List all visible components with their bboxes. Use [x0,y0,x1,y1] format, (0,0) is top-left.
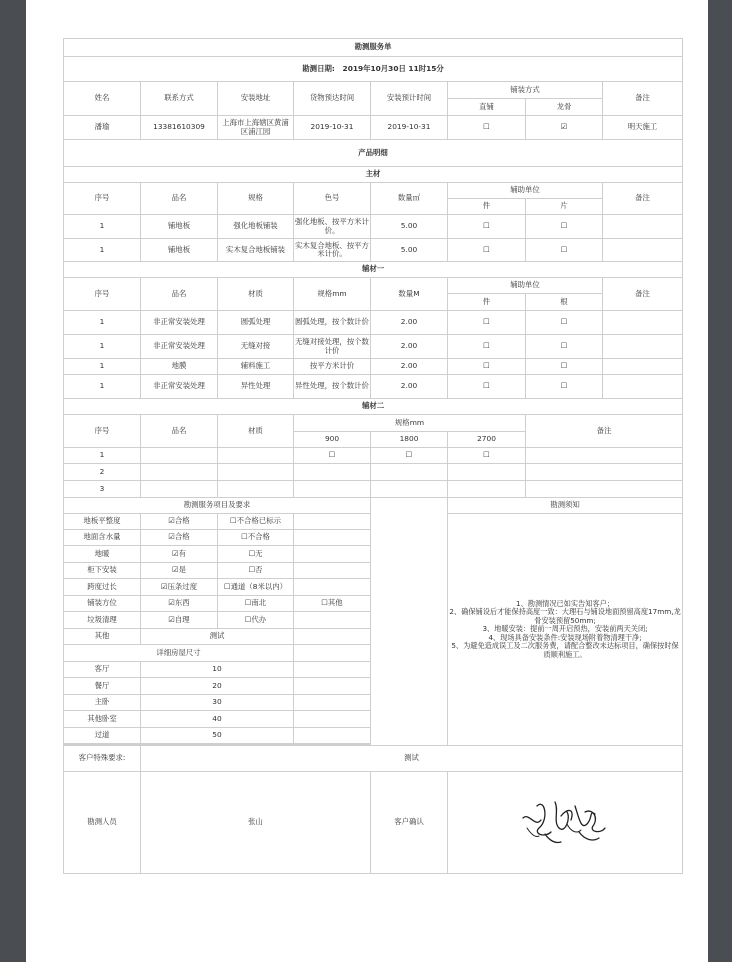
table-row [64,481,683,498]
row-note [603,335,683,359]
header-delivery: 货物预达时间 [294,82,371,116]
notice-item: 5、为避免造成误工及二次服务费，请配合整改未达标项目，确保按时保质顺利施工。 [451,641,679,659]
survey-date-label: 勘测日期: [302,63,335,73]
requirement-option-a[interactable]: ☑合格 [141,514,218,530]
row-2700 [448,481,526,498]
signature-box[interactable] [448,772,683,874]
requirement-option-c [294,546,371,563]
table-row [64,215,683,239]
row-name: 非正常安装处理 [141,311,218,335]
row-seq: 1 [64,375,141,399]
aux1-header-name: 品名 [141,278,218,311]
survey-date-value: 2019年10月30日 11时15分 [342,63,444,73]
aux2-header-material: 材质 [218,415,294,448]
room-value: 20 [141,678,294,695]
aux1-header-note: 备注 [603,278,683,311]
row-spec: 强化地板铺装 [218,215,294,239]
room-label: 餐厅 [64,678,141,695]
row-name: 铺地板 [141,215,218,239]
requirement-label: 地板平整度 [64,514,141,530]
row-seq: 3 [64,481,141,498]
row-unit2-checkbox[interactable]: ☐ [526,359,603,375]
mm-header-qty: 数量㎡ [371,183,448,215]
row-material: 异性处理 [218,375,294,399]
aux1-header-spec: 规格mm [294,278,371,311]
customer-address: 上海市上海辖区黄浦区浦江园 [218,116,294,140]
requirement-label: 柜下安装 [64,563,141,579]
row-color: 强化地板、按平方米计价。 [294,215,371,239]
form-title: 勘测服务单 [64,39,683,57]
aux2-header-900: 900 [294,432,371,448]
notice-title: 勘测须知 [448,498,683,514]
requirement-label: 地面含水量 [64,530,141,546]
customer-install: 2019-10-31 [371,116,448,140]
table-row [64,239,683,262]
row-unit2-checkbox[interactable]: ☐ [526,311,603,335]
requirement-label: 地暖 [64,546,141,563]
notice-item: 1、勘测情况已如实告知客户； [516,599,615,609]
row-note [526,464,683,481]
row-qty: 2.00 [371,335,448,359]
requirement-option-c [294,612,371,629]
survey-date-row [64,57,683,82]
mm-header-name: 品名 [141,183,218,215]
notice-item: 3、地暖安装：提前一周开启预热，安装前两天关闭; [482,624,648,634]
aux1-header-material: 材质 [218,278,294,311]
row-color: 实木复合地板、按平方米计价。 [294,239,371,262]
requirement-option-b[interactable]: ☐南北 [218,596,294,612]
aux1-header-unit2: 根 [526,294,603,311]
aux1-header-qty: 数量M [371,278,448,311]
row-1800 [371,464,448,481]
row-unit2-checkbox[interactable]: ☐ [526,335,603,359]
row-qty: 2.00 [371,311,448,335]
row-name: 非正常安装处理 [141,335,218,359]
row-900-checkbox[interactable]: ☐ [294,448,371,464]
requirement-option-c [294,530,371,546]
row-unit2-checkbox[interactable]: ☐ [526,215,603,239]
row-name: 铺地板 [141,239,218,262]
document-page [26,0,708,962]
product-detail-title: 产品明细 [64,140,683,167]
row-spec: 圆弧处理，按个数计价 [294,311,371,335]
room-label: 其他卧室 [64,711,141,728]
row-seq: 1 [64,215,141,239]
mm-header-seq: 序号 [64,183,141,215]
row-name [141,448,218,464]
header-keel: 龙骨 [526,99,603,116]
row-unit2-checkbox[interactable]: ☐ [526,239,603,262]
row-note [526,481,683,498]
keel-checkbox[interactable]: ☑ [526,116,603,140]
row-seq: 1 [64,311,141,335]
row-qty: 5.00 [371,215,448,239]
header-address: 安装地址 [218,82,294,116]
special-requirements-label: 客户特殊要求: [64,746,141,772]
requirement-option-c[interactable]: ☐其他 [294,596,371,612]
table-row [64,359,683,375]
requirement-other-label: 其他 [64,629,141,645]
requirement-option-a[interactable]: ☑是 [141,563,218,579]
row-unit1-checkbox[interactable]: ☐ [448,311,526,335]
room-sizes-title: 详细房屋尺寸 [64,645,294,662]
notice-content [448,514,683,746]
requirement-option-c [294,514,371,530]
aux2-header-note: 备注 [526,415,683,448]
customer-note: 明天施工 [603,116,683,140]
header-name: 姓名 [64,82,141,116]
requirement-option-a[interactable]: ☑东西 [141,596,218,612]
row-2700-checkbox[interactable]: ☐ [448,448,526,464]
requirement-option-a[interactable]: ☑合格 [141,530,218,546]
row-unit1-checkbox[interactable]: ☐ [448,375,526,399]
row-qty: 2.00 [371,375,448,399]
row-spec: 按平方米计价 [294,359,371,375]
row-material [218,481,294,498]
requirement-option-c [294,563,371,579]
row-material [218,448,294,464]
requirement-label: 垃圾清理 [64,612,141,629]
mm-header-spec: 规格 [218,183,294,215]
header-install: 安装预计时间 [371,82,448,116]
header-straight: 直铺 [448,99,526,116]
row-spec: 实木复合地板铺装 [218,239,294,262]
aux1-header-unit1: 件 [448,294,526,311]
aux2-header-1800: 1800 [371,432,448,448]
requirement-option-b[interactable]: ☐不合格已标示 [218,514,294,530]
row-unit1-checkbox[interactable]: ☐ [448,335,526,359]
straight-checkbox[interactable]: ☐ [448,116,526,140]
row-seq: 1 [64,359,141,375]
row-1800 [371,481,448,498]
special-requirements-value: 测试 [141,746,683,772]
requirement-label: 跨度过长 [64,579,141,596]
requirement-option-b[interactable]: ☐不合格 [218,530,294,546]
row-qty: 5.00 [371,239,448,262]
row-material: 无缝对接 [218,335,294,359]
row-1800-checkbox[interactable]: ☐ [371,448,448,464]
customer-signature [515,788,615,858]
main-material-title: 主材 [64,167,683,183]
row-2700 [448,464,526,481]
aux2-title: 辅材二 [64,399,683,415]
notice-item: 4、现场具备安装条件:安装现场附着物清理干净; [488,632,642,642]
row-note [526,448,683,464]
room-label: 主卧 [64,695,141,711]
row-material: 圆弧处理 [218,311,294,335]
room-value: 50 [141,728,294,744]
customer-row [64,116,683,140]
requirement-option-b[interactable]: ☐通道（8米以内） [218,579,294,596]
notice-item: 2、确保铺设后才能保持高度一致：大理石与铺设地面预留高度17mm,龙骨安装预留50mm; [449,607,681,625]
requirement-option-b[interactable]: ☐否 [218,563,294,579]
header-method: 铺装方式 [448,82,603,99]
row-spec: 无缝对接处理，按个数计价 [294,335,371,359]
row-unit1-checkbox[interactable]: ☐ [448,359,526,375]
row-900 [294,464,371,481]
survey-service-form [63,38,683,874]
row-seq: 1 [64,239,141,262]
mm-header-unit2: 片 [526,199,603,215]
room-label: 客厅 [64,662,141,678]
requirement-option-a[interactable]: ☑有 [141,546,218,563]
requirement-option-a[interactable]: ☑自理 [141,612,218,629]
row-note [603,359,683,375]
customer-name: 潘瑜 [64,116,141,140]
requirement-other-value: 测试 [141,629,294,645]
requirement-label: 铺装方位 [64,596,141,612]
row-seq: 1 [64,335,141,359]
room-label: 过道 [64,728,141,744]
row-unit2-checkbox[interactable]: ☐ [526,375,603,399]
room-value: 30 [141,695,294,711]
row-seq: 2 [64,464,141,481]
header-note: 备注 [603,82,683,116]
header-contact: 联系方式 [141,82,218,116]
aux1-header-aux: 辅助单位 [448,278,603,294]
room-value: 10 [141,662,294,678]
row-material [218,464,294,481]
row-unit1-checkbox[interactable]: ☐ [448,215,526,239]
customer-phone: 13381610309 [141,116,218,140]
row-unit1-checkbox[interactable]: ☐ [448,239,526,262]
row-note [603,375,683,399]
requirements-title: 勘测服务项目及要求 [64,498,371,514]
aux2-header-name: 品名 [141,415,218,448]
surveyor-name: 张山 [141,772,371,874]
mm-header-color: 色号 [294,183,371,215]
row-spec: 异性处理，按个数计价 [294,375,371,399]
requirement-option-b[interactable]: ☐代办 [218,612,294,629]
table-row [64,448,683,464]
room-value: 40 [141,711,294,728]
requirement-option-a[interactable]: ☑压条过度 [141,579,218,596]
mm-header-aux: 辅助单位 [448,183,603,199]
aux1-title: 辅材一 [64,262,683,278]
table-row [64,335,683,359]
table-row [64,375,683,399]
row-note [603,215,683,239]
table-row [64,311,683,335]
aux2-header-spec: 规格mm [294,415,526,432]
row-note [603,239,683,262]
row-material: 辅料施工 [218,359,294,375]
row-name [141,481,218,498]
requirement-option-c [294,579,371,596]
blank-column [371,498,448,746]
row-name: 地膜 [141,359,218,375]
row-note [603,311,683,335]
row-name [141,464,218,481]
aux2-header-seq: 序号 [64,415,141,448]
surveyor-label: 勘测人员 [64,772,141,874]
mm-header-note: 备注 [603,183,683,215]
row-qty: 2.00 [371,359,448,375]
requirement-option-b[interactable]: ☐无 [218,546,294,563]
customer-delivery: 2019-10-31 [294,116,371,140]
table-row [64,464,683,481]
customer-confirm-label: 客户确认 [371,772,448,874]
mm-header-unit1: 件 [448,199,526,215]
aux2-header-2700: 2700 [448,432,526,448]
aux1-header-seq: 序号 [64,278,141,311]
row-900 [294,481,371,498]
row-name: 非正常安装处理 [141,375,218,399]
row-seq: 1 [64,448,141,464]
